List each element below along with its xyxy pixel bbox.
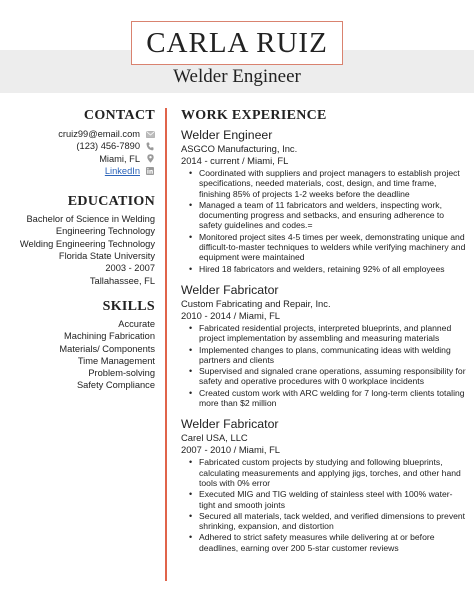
left-column (0, 108, 155, 392)
education-line: Bachelor of Science in Welding (26, 214, 155, 225)
name-box (131, 21, 343, 65)
job-company: ASGCO Manufacturing, Inc. (181, 143, 298, 154)
job-bullet: • Managed a team of 11 fabricators and welders, inspecting work, documenting progress and setbacks, and ensuring adherence to safety guidelines and codes.= (199, 200, 466, 231)
job-dates: 2007 - 2010 / Miami, FL (181, 444, 281, 456)
job-bullet: • Secured all materials, tack welded, and verified dimensions to prevent shrinking, expansion, and distortion (199, 511, 466, 532)
experience-heading: WORK EXPERIENCE (181, 108, 327, 123)
education-line: Welding Engineering Technology (19, 238, 155, 249)
job-bullet: • Supervised and signaled crane operations, assuming responsibility for safety and operative procedures with 0 workplace incidents (199, 366, 466, 387)
contact-location (0, 153, 155, 165)
job-bullet: • Coordinated with suppliers and project managers to establish project specifications, needed materials, cost, design, and time frame, finishing 85% of projects 1-2 weeks before the deadline (199, 168, 466, 199)
education-line: Tallahassee, FL (89, 275, 155, 286)
education-heading: EDUCATION (67, 194, 155, 210)
envelope-icon (145, 131, 155, 138)
right-column (181, 108, 466, 554)
phone-text: (123) 456-7890 (76, 141, 140, 152)
job-entry (181, 128, 466, 274)
job-bullets (199, 323, 466, 408)
job-title: Welder Engineer (181, 128, 273, 142)
education-line: Florida State University (58, 251, 155, 262)
contact-email (0, 128, 155, 140)
job-company: Custom Fabricating and Repair, Inc. (181, 297, 331, 309)
skill-item: Time Management (77, 355, 155, 366)
email-text: cruiz99@email.com (58, 129, 140, 139)
job-dates: 2010 - 2014 / Miami, FL (181, 309, 281, 321)
education-line: 2003 - 2007 (105, 263, 155, 274)
resume-header (0, 0, 474, 105)
skill-item: Safety Compliance (76, 380, 155, 391)
skills-heading: SKILLS (102, 298, 155, 314)
job-bullets (199, 457, 466, 553)
job-bullet: • Monitored project sites 4-5 times per week, demonstrating unique and difficult-to-master techniques to welders while verifying machinery and equipment were maintained (199, 232, 466, 263)
job-bullet: • Fabricated residential projects, interpreted blueprints, and planned project implementation by assembling and measuring materials (199, 323, 466, 344)
education-line: Engineering Technology (55, 226, 155, 237)
job-company: Carel USA, LLC (181, 432, 248, 444)
job-bullet: • Implemented changes to plans, communicating ideas with welding partners and clients (199, 345, 466, 366)
phone-icon (145, 142, 155, 151)
job-entry (181, 283, 466, 408)
job-bullet: • Executed MIG and TIG welding of stainless steel with 100% water-tight and smooth joints (199, 489, 466, 510)
job-title: Welder Fabricator (181, 282, 279, 297)
candidate-name: CARLA RUIZ (146, 26, 328, 59)
job-bullets (199, 168, 466, 274)
job-bullet: • Created custom work with ARC welding for 7 long-term clients totaling more than $2 million (199, 388, 466, 409)
contact-phone (0, 140, 155, 152)
job-title: Welder Fabricator (181, 417, 279, 432)
skill-item: Problem-solving (88, 368, 155, 379)
location-text: Miami, FL (99, 153, 140, 164)
skill-item: Accurate (118, 318, 155, 329)
job-entry (181, 417, 466, 553)
candidate-title: Welder Engineer (173, 66, 301, 87)
job-bullet: • Hired 18 fabricators and welders, retaining 92% of all employees (199, 264, 466, 274)
job-bullet: • Adhered to strict safety measures while delivering at or before deadlines, earning over 200 5-star customer reviews (199, 532, 466, 553)
job-bullet: • Fabricated custom projects by studying and following blueprints, calculating measurements and applying jigs, torches, and other hand tools with 0% error (199, 457, 466, 488)
contact-heading: CONTACT (83, 108, 155, 123)
contact-linkedin[interactable] (0, 165, 155, 177)
column-divider (165, 108, 167, 581)
skill-item: Machining Fabrication (64, 331, 155, 342)
linkedin-link[interactable]: LinkedIn (104, 165, 140, 176)
skill-item: Materials/ Components (59, 343, 155, 354)
map-pin-icon (145, 154, 155, 163)
job-dates: 2014 - current / Miami, FL (181, 155, 289, 166)
linkedin-icon[interactable] (145, 167, 155, 175)
